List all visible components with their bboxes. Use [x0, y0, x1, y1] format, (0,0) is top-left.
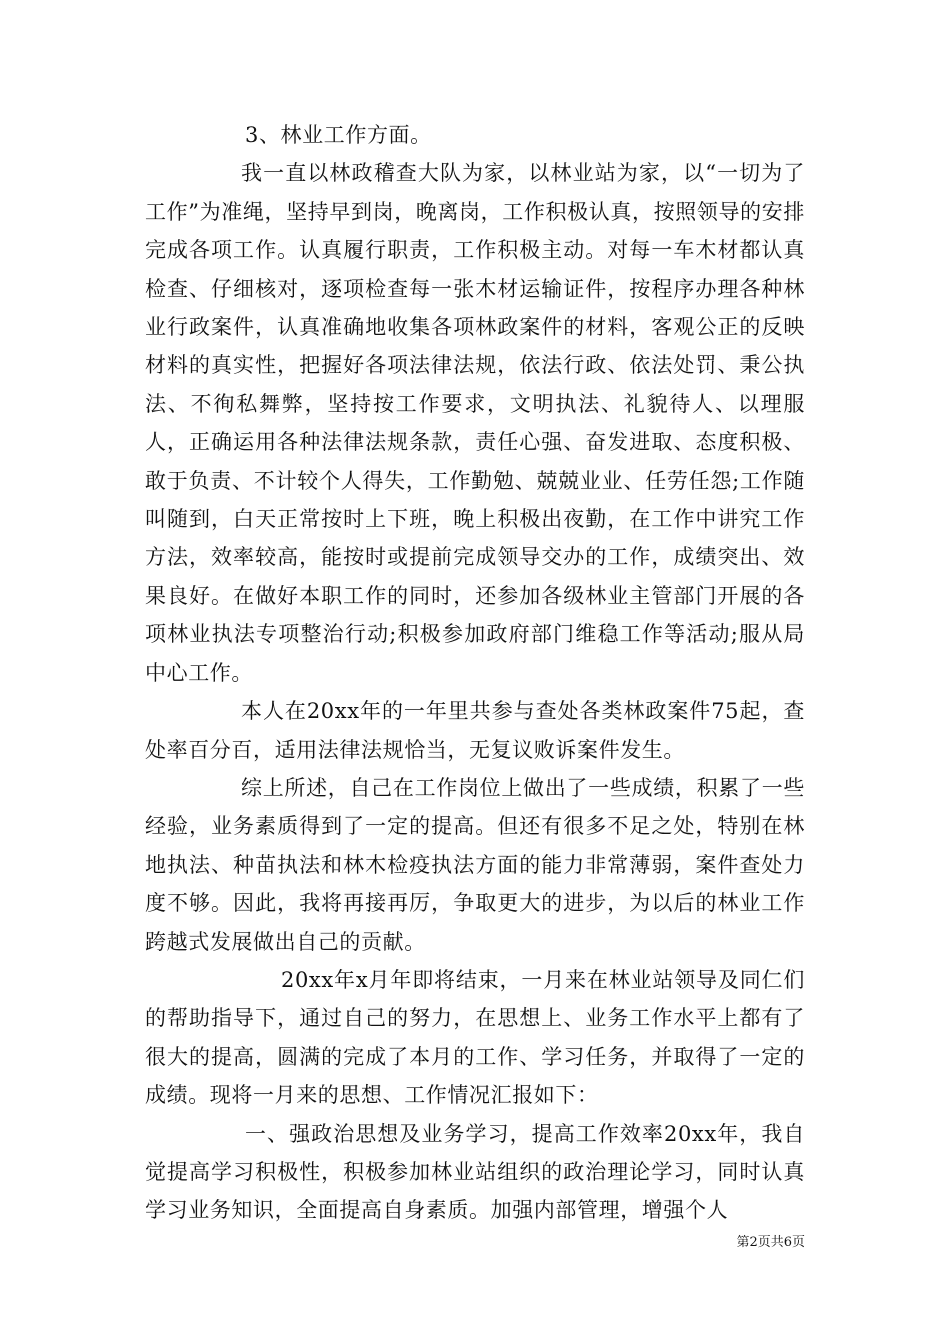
body-paragraph: 综上所述，自己在工作岗位上做出了一些成绩，积累了一些经验，业务素质得到了一定的提高。但还有很多不足之处，特别在林地执法、种苗执法和林木检疫执法方面的能力非常薄弱，案件查处力度不够。因此，我将再接再厉，争取更大的进步，为以后的林业工作跨越式发展做出自己的贡献。: [145, 775, 805, 954]
page-number: 第2页共6页: [736, 1235, 805, 1250]
body-paragraph: 本人在20xx年的一年里共参与查处各类林政案件75起，查处率百分百，适用法律法规恰当，无复议败诉案件发生。: [145, 699, 805, 762]
body-paragraph: 我一直以林政稽查大队为家，以林业站为家，以“一切为了工作”为准绳，坚持早到岗，晚离岗，工作积极认真，按照领导的安排完成各项工作。认真履行职责，工作积极主动。对每一车木材都认真检查、仔细核对，逐项检查每一张木材运输证件，按程序办理各种林业行政案件，认真准确地收集各项林政案件的材料，客观公正的反映材料的真实性，把握好各项法律法规，依法行政、依法处罚、秉公执法、不徇私舞弊，坚持按工作要求，文明执法、礼貌待人、以理服人，正确运用各种法律法规条款，责任心强、奋发进取、态度积极、敢于负责、不计较个人得失，工作勤勉、兢兢业业、任劳任怨;工作随叫随到，白天正常按时上下班，晚上积极出夜勤，在工作中讲究工作方法，效率较高，能按时或提前完成领导交办的工作，成绩突出、效果良好。在做好本职工作的同时，还参加各级林业主管部门开展的各项林业执法专项整治行动;积极参加政府部门维稳工作等活动;服从局中心工作。: [145, 161, 805, 685]
body-paragraph: 20xx年x月年即将结束，一月来在林业站领导及同仁们的帮助指导下，通过自己的努力，在思想上、业务工作水平上都有了很大的提高，圆满的完成了本月的工作、学习任务，并取得了一定的成绩。现将一月来的思想、工作情况汇报如下：: [145, 967, 805, 1108]
section-heading: 3、林业工作方面。: [245, 123, 432, 147]
document-body: [145, 116, 805, 1230]
body-paragraph: 一、强政治思想及业务学习，提高工作效率20xx年，我自觉提高学习积极性，积极参加林业站组织的政治理论学习，同时认真学习业务知识，全面提高自身素质。加强内部管理，增强个人: [145, 1121, 805, 1223]
